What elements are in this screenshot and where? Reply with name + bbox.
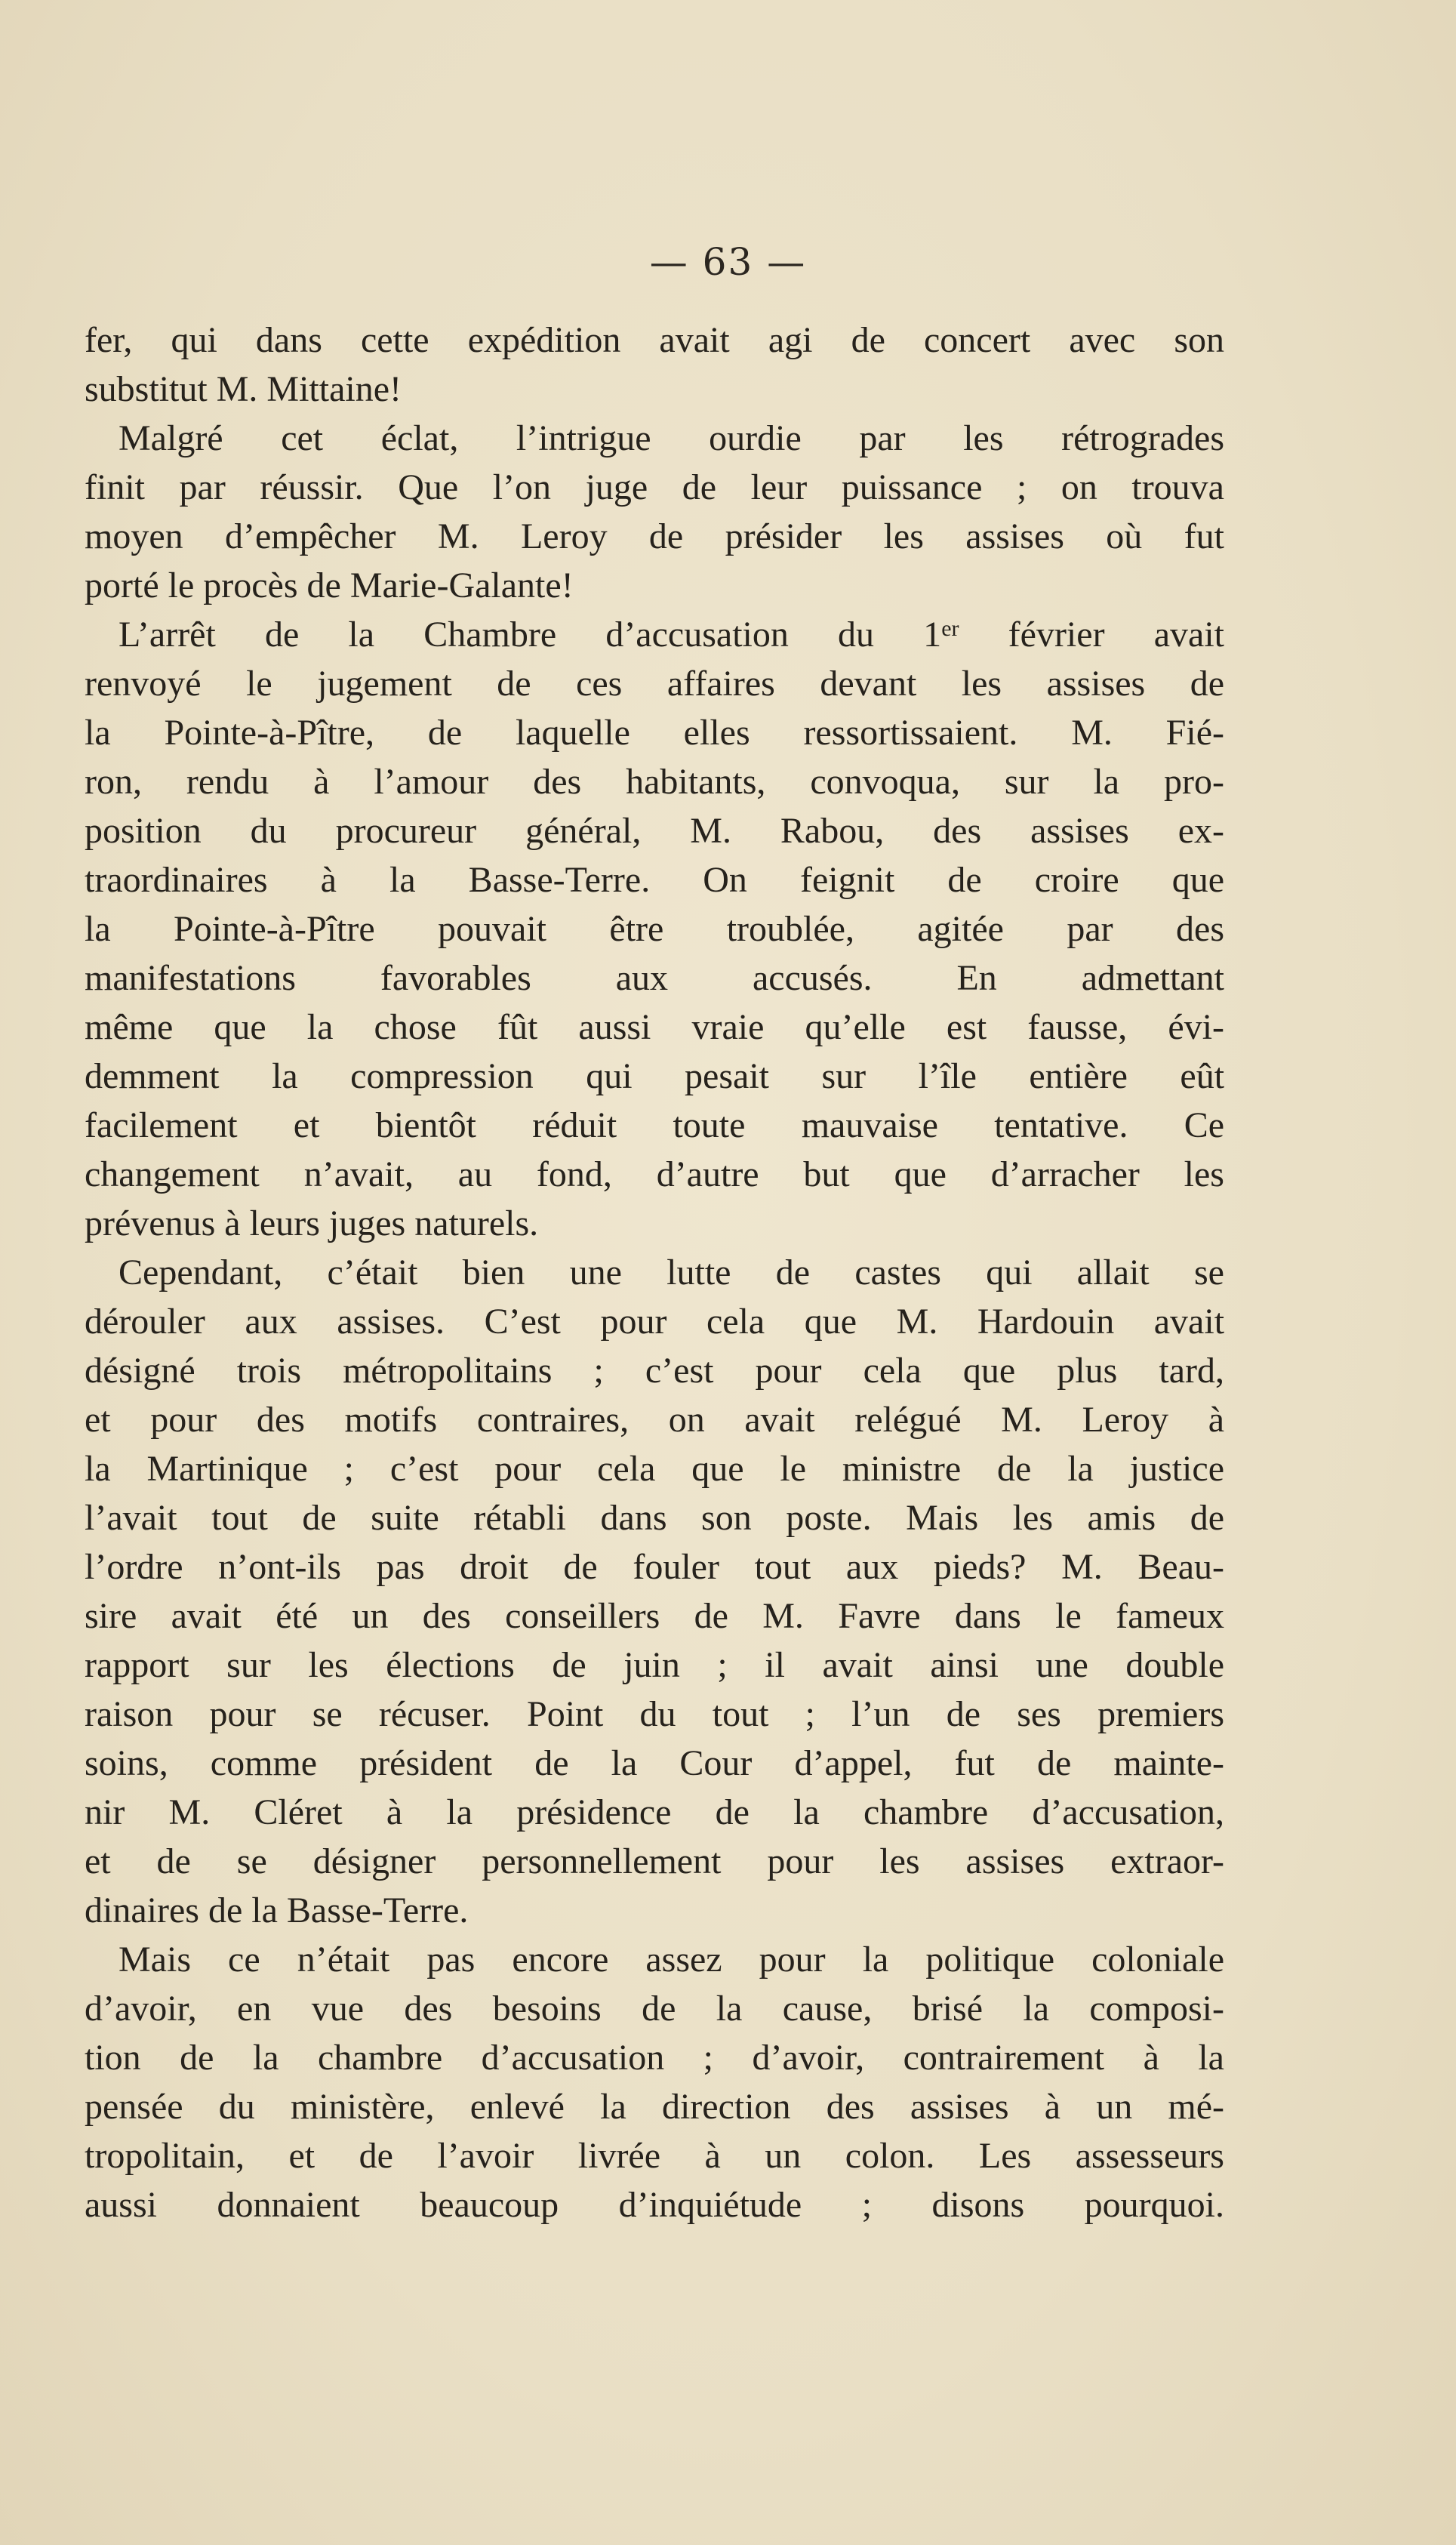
text-line-content: soins, comme président de la Cour d’appel, fut de mainte-	[85, 1743, 1225, 1783]
text-line	[85, 904, 1224, 954]
text-line-content: la Pointe-à-Pître pouvait être troublée, agitée par des	[85, 909, 1225, 949]
text-line	[85, 365, 1224, 414]
text-line	[85, 757, 1224, 806]
text-line-content: porté le procès de Marie-Galante!	[85, 565, 574, 605]
text-line	[85, 954, 1224, 1003]
text-line-content: dérouler aux assises. C’est pour cela que M. Hardouin avait	[85, 1302, 1225, 1342]
text-line	[85, 463, 1224, 512]
text-line-content: tion de la chambre d’accusation ; d’avoir, contrairement à la	[85, 2038, 1224, 2078]
text-line	[85, 1935, 1224, 1984]
text-line-content: la Martinique ; c’est pour cela que le ministre de la justice	[85, 1449, 1224, 1489]
text-line-content: même que la chose fût aussi vraie qu’elle est fausse, évi-	[85, 1007, 1225, 1047]
text-line-content: dinaires de la Basse-Terre.	[85, 1890, 469, 1930]
text-line	[85, 659, 1224, 708]
text-line	[85, 806, 1224, 855]
text-line-content: et de se désigner personnellement pour les assises extraor-	[85, 1841, 1225, 1881]
text-line-content: pensée du ministère, enlevé la direction des assises à un mé-	[85, 2087, 1224, 2127]
text-line	[85, 1444, 1224, 1493]
text-line	[85, 1052, 1224, 1101]
text-line	[85, 1395, 1224, 1444]
text-line-content: demment la compression qui pesait sur l’île entière eût	[85, 1056, 1225, 1096]
text-line-content: Malgré cet éclat, l’intrigue ourdie par les rétrogrades	[119, 418, 1225, 458]
text-line-content: prévenus à leurs juges naturels.	[85, 1203, 539, 1243]
text-line	[85, 1003, 1224, 1052]
text-line-content: aussi donnaient beaucoup d’inquiétude ; disons pourquoi.	[85, 2185, 1224, 2225]
text-line	[85, 1199, 1224, 1248]
text-line	[85, 1886, 1224, 1935]
text-line	[85, 512, 1224, 561]
text-line-content: manifestations favorables aux accusés. En admettant	[85, 958, 1224, 998]
text-line	[85, 2082, 1224, 2131]
text-line-content: rapport sur les élections de juin ; il avait ainsi une double	[85, 1645, 1225, 1685]
text-line-content: la Pointe-à-Pître, de laquelle elles ressortissaient. M. Fié-	[85, 713, 1224, 753]
text-line-content: position du procureur général, M. Rabou, des assises ex-	[85, 811, 1225, 851]
text-line-content: tropolitain, et de l’avoir livrée à un colon. Les assesseurs	[85, 2136, 1224, 2176]
text-line-content: nir M. Cléret à la présidence de la chambre d’accusation,	[85, 1792, 1224, 1832]
text-line	[85, 1150, 1224, 1199]
text-line-content: traordinaires à la Basse-Terre. On feignit de croire que	[85, 860, 1224, 900]
text-line-content: facilement et bientôt réduit toute mauvaise tentative. Ce	[85, 1105, 1225, 1145]
text-line-content: substitut M. Mittaine!	[85, 369, 402, 409]
text-line-content: et pour des motifs contraires, on avait relégué M. Leroy à	[85, 1400, 1225, 1440]
text-line-content: Cependant, c’était bien une lutte de castes qui allait se	[119, 1252, 1224, 1293]
page-number: — 63 —	[649, 240, 807, 284]
text-line-continuation: février avait	[959, 615, 1224, 655]
body-text	[85, 316, 1224, 2229]
text-line	[85, 1493, 1224, 1542]
text-line-content: Mais ce n’était pas encore assez pour la politique coloniale	[119, 1940, 1225, 1980]
text-line	[85, 316, 1224, 365]
text-line	[85, 1739, 1224, 1788]
text-line	[85, 414, 1224, 463]
text-line	[85, 1346, 1224, 1395]
text-line-content: ron, rendu à l’amour des habitants, convoqua, sur la pro-	[85, 762, 1224, 802]
text-line-content: l’ordre n’ont-ils pas droit de fouler tout aux pieds? M. Beau-	[85, 1547, 1224, 1587]
text-line	[85, 2131, 1224, 2180]
text-line	[85, 1641, 1224, 1690]
text-line	[85, 2033, 1224, 2082]
text-line-content: fer, qui dans cette expédition avait agi de concert avec son	[85, 320, 1225, 360]
text-line	[85, 1591, 1224, 1641]
text-line	[85, 610, 1224, 659]
text-line	[85, 1297, 1224, 1346]
text-line-content: finit par réussir. Que l’on juge de leur puissance ; on trouva	[85, 467, 1224, 507]
text-line	[85, 1248, 1224, 1297]
text-line-content: sire avait été un des conseillers de M. Favre dans le fameux	[85, 1596, 1225, 1636]
text-line-content: changement n’avait, au fond, d’autre but que d’arracher les	[85, 1154, 1224, 1194]
text-line-content: d’avoir, en vue des besoins de la cause, brisé la composi-	[85, 1989, 1225, 2029]
text-line	[85, 1984, 1224, 2033]
text-line-content: renvoyé le jugement de ces affaires devant les assises de	[85, 664, 1225, 704]
text-line	[85, 1101, 1224, 1150]
text-line	[85, 855, 1224, 904]
superscript: er	[941, 616, 959, 641]
text-line-content: l’avait tout de suite rétabli dans son poste. Mais les amis de	[85, 1498, 1225, 1538]
text-line-content: L’arrêt de la Chambre d’accusation du 1	[119, 615, 942, 655]
text-line	[85, 1788, 1224, 1837]
text-line	[85, 561, 1224, 610]
text-line-content: désigné trois métropolitains ; c’est pour cela que plus tard,	[85, 1351, 1225, 1391]
text-line	[85, 1542, 1224, 1591]
text-line	[85, 708, 1224, 757]
text-line-content: raison pour se récuser. Point du tout ; l’un de ses premiers	[85, 1694, 1224, 1734]
text-line-content: moyen d’empêcher M. Leroy de présider les assises où fut	[85, 516, 1224, 556]
text-line	[85, 1690, 1224, 1739]
text-line	[85, 2180, 1224, 2229]
text-line	[85, 1837, 1224, 1886]
